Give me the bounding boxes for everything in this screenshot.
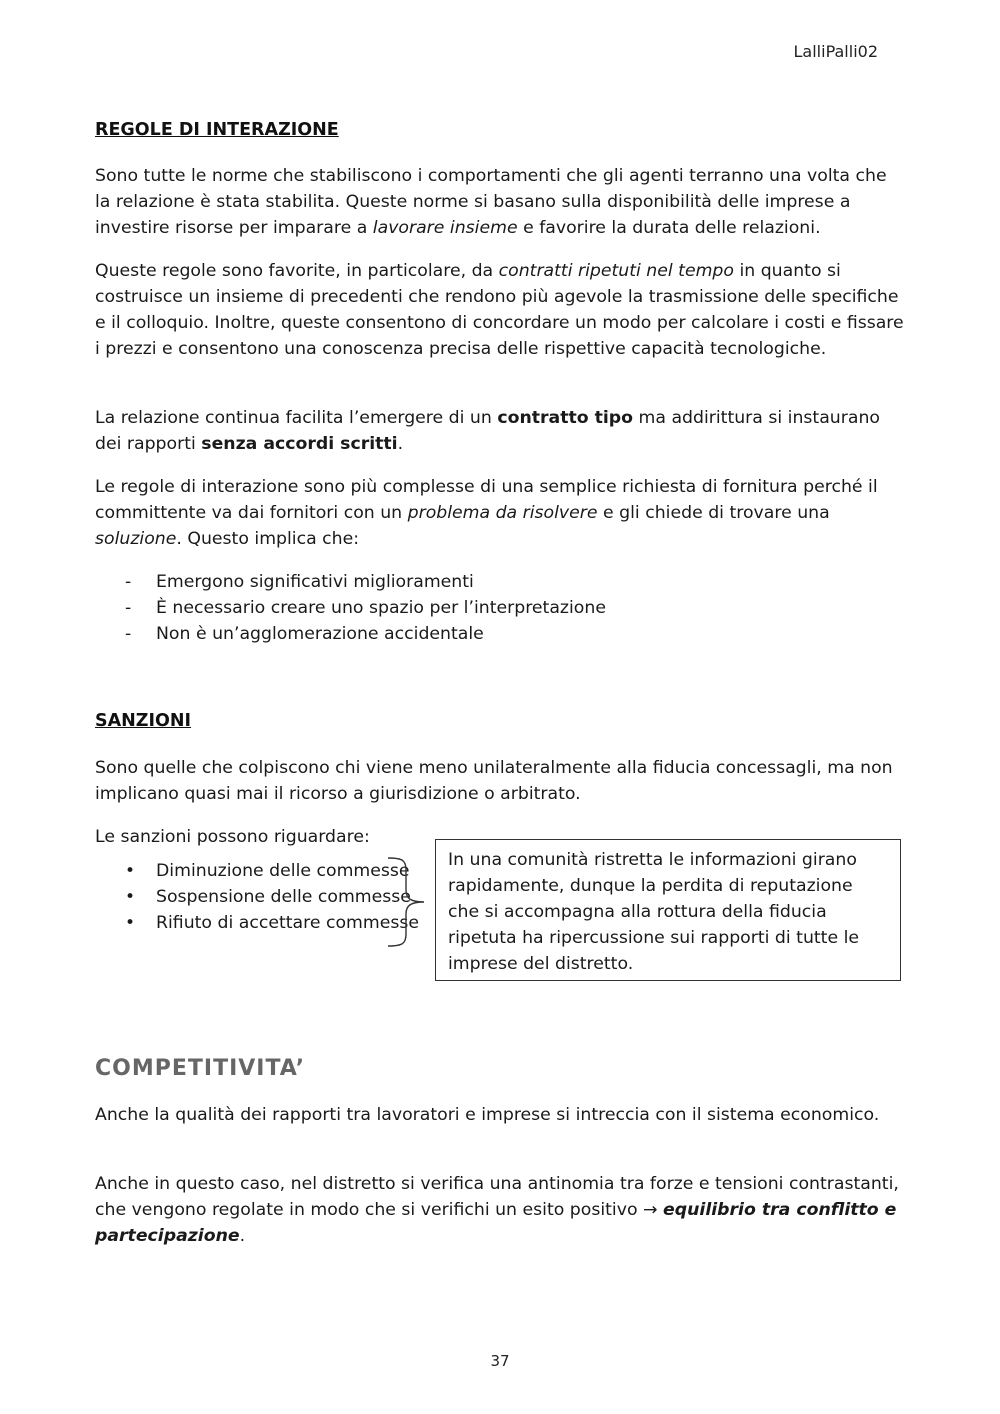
reputation-note-box: In una comunità ristretta le informazioni girano rapidamente, dunque la perdita di reputazione che si accompagna alla rottura della fiducia ripetuta ha ripercussione sui rapporti di tutte le imprese del distretto. [435,839,901,981]
section-title-competitiveness: COMPETITIVITA’ [95,1056,306,1081]
emphasis: contratti ripetuti nel tempo [498,261,734,281]
text-run: Le regole di interazione sono più complesse di una semplice richiesta di fornitura perché il committente va dai fornitori con un [95,477,878,523]
text-run: Anche in questo caso, nel distretto si verifica una antinomia tra forze e tensioni contrastanti, che vengono regolate in modo che si verifichi un esito positivo [95,1174,899,1220]
text-run: Sono tutte le norme che stabiliscono i comportamenti che gli agenti terranno una volta che la relazione è stata stabilita. Queste norme si basano sulla disponibilità delle imprese a investire risorse per imparare a [95,166,887,238]
emphasis: problema da risolvere [407,503,598,523]
text-run: e favorire la durata delle relazioni. [517,218,821,238]
list-item: - Non è un’agglomerazione accidentale [95,621,907,647]
list-item: • Rifiuto di accettare commesse [95,910,425,936]
list-item: - Emergono significativi miglioramenti [95,569,907,595]
paragraph-interaction-3 [95,405,907,457]
text-run: ma addirittura si instaurano dei rapporti [95,408,880,454]
text-run: La relazione continua facilita l’emergere di un [95,408,498,428]
paragraph-competitiveness-2 [95,1171,907,1249]
paragraph-interaction-1 [95,163,907,241]
list-item: - È necessario creare uno spazio per l’interpretazione [95,595,907,621]
bold-italic-term: equilibrio tra conflitto e partecipazione [95,1200,897,1246]
running-header: LalliPalli02 [793,42,878,61]
emphasis: soluzione [95,529,177,549]
section-title-sanctions: SANZIONI [95,711,192,731]
right-brace-icon [386,856,426,948]
section-title-interaction: REGOLE DI INTERAZIONE [95,120,339,140]
paragraph-competitiveness-1: Anche la qualità dei rapporti tra lavoratori e imprese si intreccia con il sistema economico. [95,1105,880,1125]
dash-list-interaction [95,569,907,647]
text-run: in quanto si costruisce un insieme di precedenti che rendono più agevole la trasmissione delle specifiche e il colloquio. Inoltre, queste consentono di concordare un modo per calcolare i costi e fissare i prezzi e consentono una conoscenza precisa delle rispettive capacità tecnologiche. [95,261,904,359]
list-item: • Sospensione delle commesse [95,884,425,910]
list-item: • Diminuzione delle commesse [95,858,425,884]
emphasis: lavorare insieme [372,218,518,238]
text-run: . [239,1226,246,1246]
text-run: e gli chiede di trovare una [597,503,830,523]
text-run: . [397,434,404,454]
text-run: Queste regole sono favorite, in particolare, da [95,261,499,281]
bold-term: contratto tipo [497,408,634,428]
arrow-right-icon: → [643,1200,658,1220]
text-run: . Questo implica che: [176,529,360,549]
paragraph-interaction-4 [95,474,907,552]
page-number: 37 [490,1352,510,1370]
bullet-list-sanctions [95,858,425,936]
paragraph-sanctions-2: Le sanzioni possono riguardare: [95,827,370,847]
bold-term: senza accordi scritti [201,434,398,454]
paragraph-interaction-2 [95,258,907,362]
paragraph-sanctions-1: Sono quelle che colpiscono chi viene meno unilateralmente alla fiducia concessagli, ma non implicano quasi mai il ricorso a giurisdizione o arbitrato. [95,758,893,804]
